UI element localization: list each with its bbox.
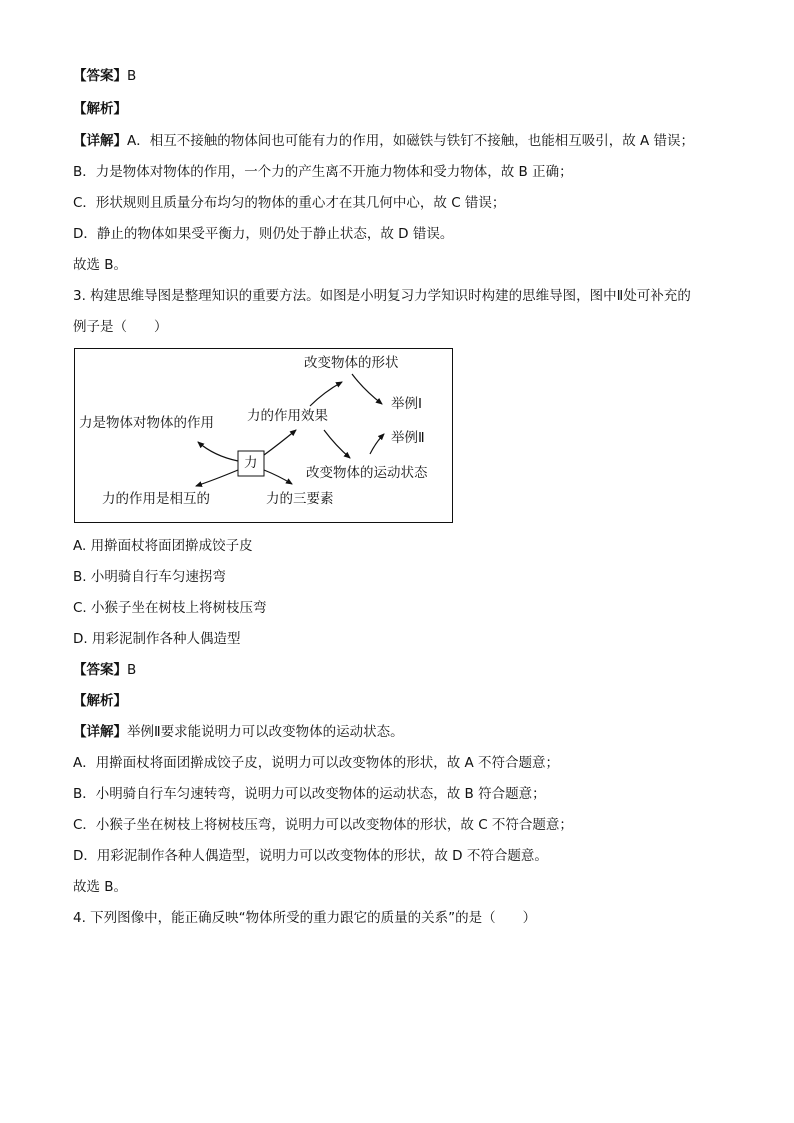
q3-option-a: A. 用擀面杖将面团擀成饺子皮 [73,538,253,554]
arrow-to-three-elements [264,470,292,484]
q2-analysis-tag: 【解析】 [73,101,127,117]
q3-detail-line-b: B．小明骑自行车匀速转弯，说明力可以改变物体的运动状态，故 B 符合题意； [73,786,546,802]
arrow-to-example2 [370,434,384,454]
arrow-to-effect [264,430,296,455]
q2-detail-line-a [73,132,694,150]
mind-map-diagram [74,348,453,523]
q3-conclusion: 故选 B。 [73,879,128,895]
arrow-to-definition [198,442,238,461]
q3-answer-tag: 【答案】 [73,662,127,678]
q2-answer-value: B [127,68,137,84]
label-example-1: 举例Ⅰ [391,396,422,412]
q2-answer-line [73,67,136,85]
arrow-to-example1 [352,374,382,404]
q2-detail-text-a: A．相互不接触的物体间也可能有力的作用，如磁铁与铁钉不接触，也能相互吸引，故 A 错误； [127,133,695,149]
label-force-mutual: 力的作用是相互的 [102,491,210,507]
q2-detail-line-b: B．力是物体对物体的作用，一个力的产生离不开施力物体和受力物体，故 B 正确； [73,164,573,180]
arrow-to-shape [310,382,342,406]
q3-analysis-tag: 【解析】 [73,693,127,709]
center-label-force: 力 [244,455,258,471]
label-change-shape: 改变物体的形状 [304,355,399,371]
arrow-to-motion [324,430,350,458]
label-change-motion: 改变物体的运动状态 [306,465,428,481]
q3-answer-line [73,661,136,679]
q3-answer-value: B [127,662,137,678]
q3-detail-line-a: A．用擀面杖将面团擀成饺子皮，说明力可以改变物体的形状，故 A 不符合题意； [73,755,560,771]
q3-detail-intro [73,723,404,741]
q3-detail-line-d: D．用彩泥制作各种人偶造型，说明力可以改变物体的形状，故 D 不符合题意。 [73,848,548,864]
q3-option-c: C. 小猴子坐在树枝上将树枝压弯 [73,600,267,616]
q3-stem-line1: 3. 构建思维导图是整理知识的重要方法。如图是小明复习力学知识时构建的思维导图，图中Ⅱ处可补充的 [73,288,691,304]
q2-answer-tag: 【答案】 [73,68,127,84]
q3-detail-text: 举例Ⅱ要求能说明力可以改变物体的运动状态。 [127,724,404,740]
q3-option-b: B. 小明骑自行车匀速拐弯 [73,569,226,585]
arrow-to-mutual [196,470,238,486]
q2-detail-tag: 【详解】 [73,133,127,149]
q2-detail-line-d: D．静止的物体如果受平衡力，则仍处于静止状态，故 D 错误。 [73,226,454,242]
q2-detail-line-c: C．形状规则且质量分布均匀的物体的重心才在其几何中心，故 C 错误； [73,195,506,211]
label-force-effect: 力的作用效果 [247,408,328,424]
q4-stem: 4. 下列图像中，能正确反映“物体所受的重力跟它的质量的关系”的是（ ） [73,910,537,926]
q3-option-d: D. 用彩泥制作各种人偶造型 [73,631,241,647]
q3-detail-line-c: C．小猴子坐在树枝上将树枝压弯，说明力可以改变物体的形状，故 C 不符合题意； [73,817,573,833]
label-example-2: 举例Ⅱ [391,430,425,446]
q2-conclusion: 故选 B。 [73,257,128,273]
q3-detail-tag: 【详解】 [73,724,127,740]
q3-stem-line2: 例子是（ ） [73,319,168,335]
label-three-elements: 力的三要素 [266,491,334,507]
label-force-definition: 力是物体对物体的作用 [79,415,214,431]
